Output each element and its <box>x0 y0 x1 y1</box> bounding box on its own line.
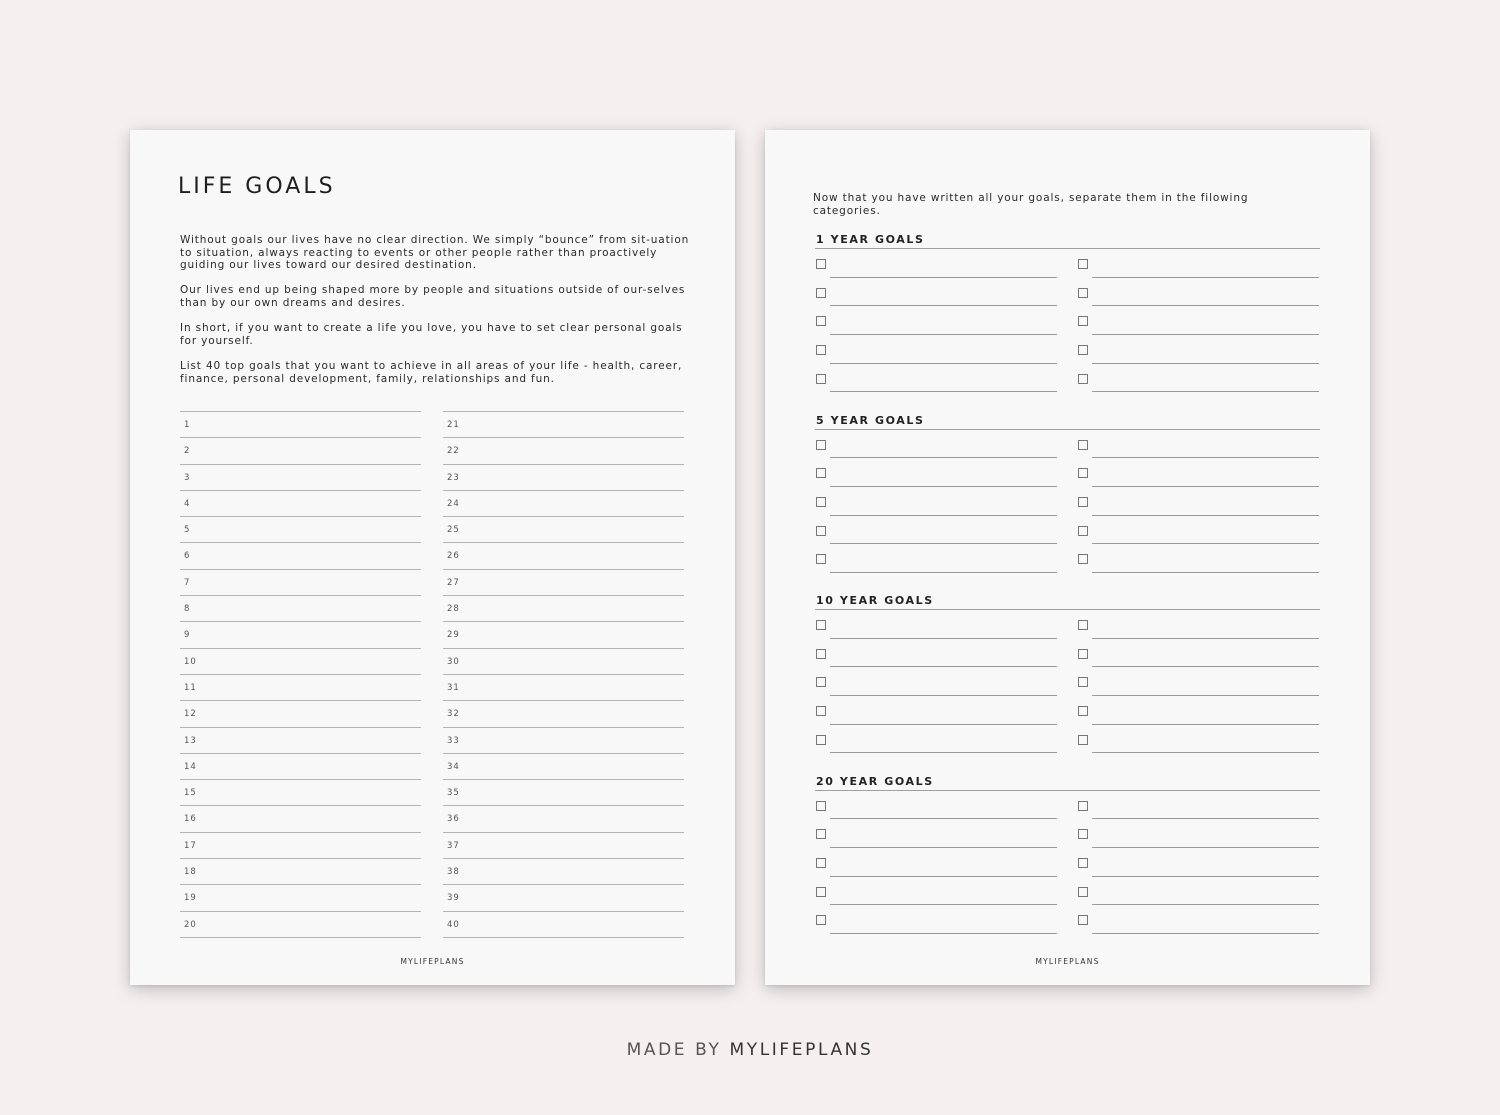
goal-checkbox[interactable] <box>1078 345 1088 355</box>
goal-checkbox[interactable] <box>1078 468 1088 478</box>
goal-checkbox[interactable] <box>816 526 826 536</box>
goal-line[interactable] <box>180 517 421 543</box>
goal-line[interactable] <box>443 833 684 859</box>
section-1-year <box>815 232 1320 394</box>
goal-entry <box>1077 278 1319 307</box>
goal-line[interactable] <box>443 649 684 675</box>
goal-entry <box>1077 819 1319 848</box>
goal-checkbox[interactable] <box>1078 915 1088 925</box>
goal-checkbox[interactable] <box>1078 801 1088 811</box>
goal-write-line[interactable] <box>830 933 1057 934</box>
goal-line[interactable] <box>443 701 684 727</box>
check-row <box>815 516 1320 545</box>
goal-line[interactable] <box>180 728 421 754</box>
goal-line[interactable] <box>180 912 421 938</box>
goal-number: 14 <box>184 761 197 772</box>
goal-line[interactable] <box>443 570 684 596</box>
goal-checkbox[interactable] <box>1078 526 1088 536</box>
goal-line[interactable] <box>180 701 421 727</box>
check-row <box>815 364 1320 393</box>
intro-paragraph: List 40 top goals that you want to achieve in all areas of your life - health, career, finance, personal development, family, relationships and fun. <box>180 359 683 385</box>
goal-number: 22 <box>447 446 460 457</box>
goal-number: 4 <box>184 498 191 509</box>
goal-number: 28 <box>447 604 460 615</box>
goal-number: 16 <box>184 814 197 825</box>
goal-entry <box>815 249 1057 278</box>
goal-line[interactable] <box>180 806 421 832</box>
goal-line[interactable] <box>180 859 421 885</box>
goal-number: 38 <box>447 867 460 878</box>
goal-line[interactable] <box>180 438 421 464</box>
goal-number: 13 <box>184 735 197 746</box>
intro-paragraph: In short, if you want to create a life you love, you have to set clear personal goals for yourself. <box>180 322 683 347</box>
categories-intro: Now that you have written all your goals, separate them in the filowing categories. <box>813 192 1249 217</box>
goal-line[interactable] <box>180 754 421 780</box>
goal-checkbox[interactable] <box>1078 706 1088 716</box>
goal-checkbox[interactable] <box>1078 735 1088 745</box>
goal-checkbox[interactable] <box>1078 677 1088 687</box>
goal-line[interactable] <box>443 912 684 938</box>
goal-checkbox[interactable] <box>1078 374 1088 384</box>
intro-paragraph: Without goals our lives have no clear direction. We simply “bounce” from sit-uation to situation, always reacting to events or other people rather than proactively guiding our lives toward our desired destination. <box>180 234 690 272</box>
check-grid <box>815 610 1320 755</box>
check-row <box>815 544 1320 573</box>
goal-number: 37 <box>447 840 460 851</box>
goal-entry <box>815 544 1057 573</box>
goal-checkbox[interactable] <box>816 649 826 659</box>
goal-checkbox[interactable] <box>816 259 826 269</box>
goal-line[interactable] <box>180 596 421 622</box>
goal-entry <box>1077 430 1319 459</box>
check-grid <box>815 430 1320 575</box>
page-footer: MYLIFEPLANS <box>400 957 465 966</box>
goal-entry <box>815 306 1057 335</box>
goal-checkbox[interactable] <box>1078 887 1088 897</box>
goal-line[interactable] <box>443 465 684 491</box>
goal-entry <box>1077 487 1319 516</box>
check-row <box>815 335 1320 364</box>
goal-line[interactable] <box>443 885 684 911</box>
goal-line[interactable] <box>180 780 421 806</box>
goal-line[interactable] <box>180 833 421 859</box>
goal-entry <box>1077 696 1319 725</box>
check-row <box>815 791 1320 820</box>
goal-checkbox[interactable] <box>1078 316 1088 326</box>
goal-number: 1 <box>184 420 191 430</box>
goal-checkbox[interactable] <box>1078 620 1088 630</box>
goal-write-line[interactable] <box>1092 572 1319 573</box>
made-by-brand: MYLIFEPLANS <box>729 1040 874 1060</box>
goal-line[interactable] <box>180 412 421 438</box>
goal-write-line[interactable] <box>830 391 1057 392</box>
goal-write-line[interactable] <box>1092 933 1319 934</box>
goal-entry <box>815 610 1057 639</box>
goal-entry <box>1077 249 1319 278</box>
goal-entry <box>1077 364 1319 393</box>
goal-number: 10 <box>184 656 197 667</box>
goal-checkbox[interactable] <box>816 374 826 384</box>
section-heading: 1 YEAR GOALS <box>815 232 1320 249</box>
goal-checkbox[interactable] <box>1078 288 1088 298</box>
goal-number: 35 <box>447 788 460 799</box>
check-row <box>815 306 1320 335</box>
check-row <box>815 487 1320 516</box>
section-20-year <box>815 774 1320 936</box>
goal-number: 5 <box>184 525 191 536</box>
goal-line[interactable] <box>180 885 421 911</box>
goal-entry <box>815 877 1057 906</box>
goal-line[interactable] <box>180 465 421 491</box>
goal-entry <box>815 905 1057 934</box>
goal-entry <box>1077 667 1319 696</box>
goal-entry <box>815 667 1057 696</box>
made-by-prefix: MADE BY <box>626 1040 722 1060</box>
goal-checkbox[interactable] <box>816 677 826 687</box>
left-page <box>130 130 735 985</box>
goal-line[interactable] <box>180 622 421 648</box>
goal-line[interactable] <box>443 438 684 464</box>
intro-paragraph: Our lives end up being shaped more by people and situations outside of our-selves than by our own dreams and desires. <box>180 284 686 309</box>
goal-entry <box>1077 639 1319 668</box>
goal-number: 3 <box>184 472 191 483</box>
goal-number: 33 <box>447 735 460 746</box>
goal-checkbox[interactable] <box>1078 554 1088 564</box>
goal-entry <box>815 487 1057 516</box>
goal-number: 30 <box>447 656 460 667</box>
goal-line[interactable] <box>443 543 684 569</box>
goal-checkbox[interactable] <box>816 440 826 450</box>
goal-entry <box>815 725 1057 754</box>
goal-line[interactable] <box>180 675 421 701</box>
goal-number: 36 <box>447 814 460 825</box>
goal-checkbox[interactable] <box>816 887 826 897</box>
check-row <box>815 458 1320 487</box>
goal-entry <box>1077 610 1319 639</box>
goal-line[interactable] <box>180 543 421 569</box>
goal-number: 32 <box>447 709 460 720</box>
goal-entry <box>1077 905 1319 934</box>
section-10-year <box>815 593 1320 755</box>
goal-entry <box>1077 791 1319 820</box>
goal-entry <box>815 516 1057 545</box>
goal-line[interactable] <box>180 570 421 596</box>
goal-number: 18 <box>184 867 197 878</box>
goal-number: 7 <box>184 577 191 588</box>
goal-number: 6 <box>184 551 191 562</box>
page-footer: MYLIFEPLANS <box>1035 957 1100 966</box>
check-row <box>815 696 1320 725</box>
goal-number: 40 <box>447 919 460 930</box>
goal-line[interactable] <box>180 491 421 517</box>
goal-checkbox[interactable] <box>1078 440 1088 450</box>
goal-number: 24 <box>447 498 460 509</box>
check-row <box>815 667 1320 696</box>
goal-line[interactable] <box>443 412 684 438</box>
section-heading: 5 YEAR GOALS <box>815 413 1320 430</box>
goal-entry <box>815 696 1057 725</box>
check-row <box>815 848 1320 877</box>
made-by-caption <box>0 1040 1500 1060</box>
goal-line[interactable] <box>443 806 684 832</box>
goal-number: 27 <box>447 577 460 588</box>
goal-entry <box>815 278 1057 307</box>
goal-number: 9 <box>184 630 191 641</box>
goal-number: 34 <box>447 761 460 772</box>
goal-entry <box>815 458 1057 487</box>
check-row <box>815 725 1320 754</box>
goal-line[interactable] <box>443 728 684 754</box>
goal-entry <box>815 639 1057 668</box>
section-5-year <box>815 413 1320 575</box>
goal-line[interactable] <box>180 649 421 675</box>
goal-number: 29 <box>447 630 460 641</box>
section-heading: 20 YEAR GOALS <box>815 774 1320 791</box>
goal-list-left <box>180 411 421 938</box>
goal-number: 8 <box>184 604 191 615</box>
goal-write-line[interactable] <box>1092 391 1319 392</box>
goal-number: 20 <box>184 919 197 930</box>
goal-entry <box>1077 544 1319 573</box>
goal-number: 19 <box>184 893 197 904</box>
intro-text <box>180 234 690 398</box>
goal-line[interactable] <box>443 859 684 885</box>
goal-checkbox[interactable] <box>816 345 826 355</box>
goal-entry <box>1077 848 1319 877</box>
goal-number: 15 <box>184 788 197 799</box>
check-row <box>815 819 1320 848</box>
goal-checkbox[interactable] <box>816 706 826 716</box>
goal-list-right <box>443 411 684 938</box>
goal-number: 26 <box>447 551 460 562</box>
goal-entry <box>815 819 1057 848</box>
section-heading: 10 YEAR GOALS <box>815 593 1320 610</box>
goal-line[interactable] <box>443 517 684 543</box>
check-row <box>815 639 1320 668</box>
goal-entry <box>815 430 1057 459</box>
goal-number: 31 <box>447 682 460 693</box>
goal-checkbox[interactable] <box>816 288 826 298</box>
check-row <box>815 430 1320 459</box>
goal-write-line[interactable] <box>830 572 1057 573</box>
right-page <box>765 130 1370 985</box>
goal-checkbox[interactable] <box>1078 829 1088 839</box>
goal-checkbox[interactable] <box>816 554 826 564</box>
check-grid <box>815 791 1320 936</box>
goal-line[interactable] <box>443 780 684 806</box>
goal-line[interactable] <box>443 622 684 648</box>
check-row <box>815 877 1320 906</box>
goal-checkbox[interactable] <box>816 316 826 326</box>
goal-line[interactable] <box>443 491 684 517</box>
page-title: LIFE GOALS <box>178 174 336 199</box>
goal-entry <box>815 364 1057 393</box>
goal-checkbox[interactable] <box>816 735 826 745</box>
goal-entry <box>815 848 1057 877</box>
goal-number: 23 <box>447 472 460 483</box>
goal-checkbox[interactable] <box>816 915 826 925</box>
goal-checkbox[interactable] <box>816 620 826 630</box>
goal-checkbox[interactable] <box>816 801 826 811</box>
goal-entry <box>1077 725 1319 754</box>
goal-line[interactable] <box>443 675 684 701</box>
goal-entry <box>815 335 1057 364</box>
goal-entry <box>1077 458 1319 487</box>
check-row <box>815 278 1320 307</box>
goal-entry <box>1077 516 1319 545</box>
goal-checkbox[interactable] <box>1078 858 1088 868</box>
goal-entry <box>1077 306 1319 335</box>
goal-checkbox[interactable] <box>816 497 826 507</box>
check-row <box>815 610 1320 639</box>
goal-line[interactable] <box>443 596 684 622</box>
goal-checkbox[interactable] <box>1078 497 1088 507</box>
goal-checkbox[interactable] <box>1078 259 1088 269</box>
goal-number: 12 <box>184 709 197 720</box>
goal-number: 17 <box>184 840 197 851</box>
goal-number: 25 <box>447 525 460 536</box>
goal-number: 39 <box>447 893 460 904</box>
goal-checkbox[interactable] <box>816 858 826 868</box>
goal-checkbox[interactable] <box>816 468 826 478</box>
goal-entry <box>1077 335 1319 364</box>
goal-entry <box>1077 877 1319 906</box>
goal-checkbox[interactable] <box>816 829 826 839</box>
check-row <box>815 249 1320 278</box>
goal-checkbox[interactable] <box>1078 649 1088 659</box>
goal-number: 11 <box>184 682 197 693</box>
goal-number: 21 <box>447 420 460 430</box>
goal-entry <box>815 791 1057 820</box>
goal-write-line[interactable] <box>830 752 1057 753</box>
goal-write-line[interactable] <box>1092 752 1319 753</box>
goal-line[interactable] <box>443 754 684 780</box>
goal-number: 2 <box>184 446 191 457</box>
check-row <box>815 905 1320 934</box>
check-grid <box>815 249 1320 394</box>
